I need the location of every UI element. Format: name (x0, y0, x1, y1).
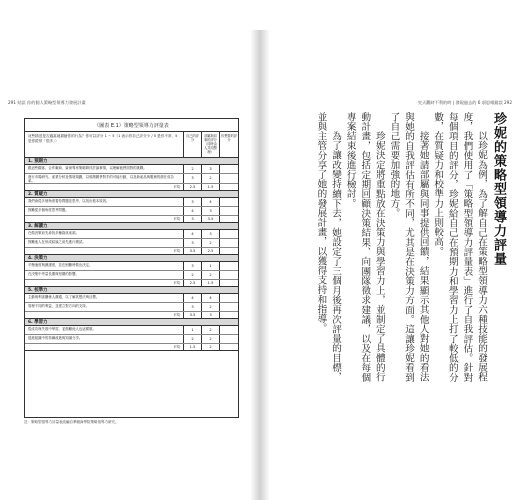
score-cell: 3 (202, 165, 220, 173)
row-text: 主動與利害關係人溝通，以了解其想法與目標。 (25, 294, 184, 302)
row-text: 平衡速度與嚴謹度，並在困難時做出決定。 (25, 262, 184, 270)
score-cell (220, 326, 238, 334)
average-label: 平均 (25, 184, 184, 190)
score-cell: 3 (184, 198, 202, 206)
gutter-shadow (250, 30, 270, 500)
average-row (25, 216, 238, 222)
score-cell: 4 (202, 294, 220, 302)
table-row (25, 335, 238, 344)
section-heading: 1. 預期力 (25, 158, 238, 165)
table-row (25, 207, 238, 216)
score-cell (220, 239, 238, 247)
score-cell: 3 (202, 207, 220, 215)
table-row (25, 294, 238, 303)
average-row (25, 184, 238, 190)
average-cell: 2.5 (202, 248, 220, 254)
right-running-header: 究天觀時不利的時 | 發現過去的 6 項思維錯誤 292 (417, 100, 512, 105)
table-section (25, 158, 238, 191)
table-row (25, 239, 238, 248)
score-cell: 3 (202, 230, 220, 238)
average-label: 平均 (25, 248, 184, 254)
score-cell: 3 (184, 174, 202, 183)
score-cell (220, 271, 238, 279)
average-row (25, 248, 238, 254)
row-text: 我們會從多個角度看待問題並思考，以找出根本原因。 (25, 198, 184, 206)
score-cell (220, 198, 238, 206)
average-row (25, 344, 238, 350)
header-question: 這些描述是否適當地描繪你的行為？你可以評分 1 ~ 5（1 表示你自己評分少 / 5 是你不常，5 是你經常「很多」） (25, 132, 184, 157)
score-cell (220, 294, 238, 302)
average-cell (220, 344, 238, 350)
score-cell: 2 (202, 271, 220, 279)
section-heading: 3. 解讀力 (25, 223, 238, 230)
score-cell: 1 (202, 262, 220, 270)
table-footnote: 註：策略型領導力評量表改編自華頓商學院策略領導力研究。 (24, 420, 119, 424)
average-row (25, 280, 238, 286)
section-heading: 5. 校準力 (25, 287, 238, 294)
header-self-score: 自己的評分 (184, 132, 202, 157)
table-row (25, 326, 238, 335)
table-section (25, 191, 238, 223)
row-text: 進行市場研究、產業分析及情境規劃，以預測競爭對手的可能行動，以及新產品與服務的潛在成功率。 (25, 174, 184, 183)
average-row (25, 312, 238, 318)
average-cell: 1.5 (202, 280, 220, 286)
paragraph: 以珍妮為例，為了解自己在策略型領導力六種技能的發展程度，我們使用了「策略型領導力評量表」進行了自我評估。針對每個項目的評分，珍妮給自己在預期力和學習力上打了較低的分數，在質疑力和校準力上則較高。 (432, 112, 487, 382)
score-cell (220, 174, 238, 183)
row-text: 鼓勵他人在形成結論之前先進行測試。 (25, 239, 184, 247)
average-label: 平均 (25, 280, 184, 286)
score-cell (220, 165, 238, 173)
row-text: 在決策中考量長期與短期的影響。 (25, 271, 184, 279)
average-cell: 3.5 (184, 248, 202, 254)
table-sections (25, 158, 238, 351)
table-section (25, 255, 238, 287)
row-text: 鼓勵從多個角度思考問題。 (25, 207, 184, 215)
average-cell: 1.5 (202, 184, 220, 190)
score-cell: 1 (184, 326, 202, 334)
score-cell: 3 (184, 303, 202, 311)
table-row (25, 230, 238, 239)
score-cell: 2 (184, 165, 202, 173)
left-running-header: 291 結語 你的個人策略型領導力發展計畫 (8, 100, 86, 105)
average-cell (220, 312, 238, 318)
score-cell: 2 (202, 174, 220, 183)
score-cell (220, 335, 238, 343)
table-row (25, 262, 238, 271)
average-cell: 2 (202, 344, 220, 350)
row-text: 跟這些顧客、合作廠商、資深專家策略夥伴討論事情，以理解他們面對的挑戰。 (25, 165, 184, 173)
average-cell (220, 184, 238, 190)
average-cell: 2.5 (184, 184, 202, 190)
average-label: 平均 (25, 216, 184, 222)
assessment-table (24, 118, 239, 418)
score-cell: 4 (202, 198, 220, 206)
table-row (25, 174, 238, 184)
paragraph: 珍妮決定將重點放在決策力與學習力上，並制定了具體的行動計畫，包括定期回顧決策結果、向團隊徵求建議，以及在每個專案結束後進行檢討。 (344, 112, 385, 382)
average-cell: 2.5 (184, 280, 202, 286)
score-cell (220, 303, 238, 311)
row-text: 管理不同的利益，並建立對方向的支持。 (25, 303, 184, 311)
row-text: 促進組織中的持續改進與知識分享。 (25, 335, 184, 343)
header-target-score: 你想要的評分 (221, 134, 237, 142)
table-row (25, 303, 238, 312)
score-cell: 2 (202, 326, 220, 334)
score-cell (220, 207, 238, 215)
section-heading: 2. 質疑力 (25, 191, 238, 198)
row-text: 從成功與失敗中學習，並鼓勵他人也這樣做。 (25, 326, 184, 334)
score-cell: 2 (202, 303, 220, 311)
score-cell: 2 (202, 335, 220, 343)
average-cell: 3 (184, 216, 202, 222)
average-cell: 3.5 (202, 216, 220, 222)
paragraph: 接著她請部屬與同事提供回饋，結果顯示其他人對她的看法與她的自我評估有所不同，尤其是在決策力方面。這讓珍妮看到了自己需要加強的地方。 (388, 112, 429, 382)
table-caption: （圖表 E.1）策略型領導力評量表 (25, 119, 238, 132)
section-heading: 4. 決策力 (25, 255, 238, 262)
table-section (25, 319, 238, 351)
section-heading: 6. 學習力 (25, 319, 238, 326)
score-cell: 4 (184, 294, 202, 302)
score-cell: 4 (184, 207, 202, 215)
score-cell (220, 230, 238, 238)
average-cell (220, 216, 238, 222)
table-row (25, 271, 238, 280)
table-header-row (25, 132, 238, 158)
average-cell: 1.5 (184, 344, 202, 350)
score-cell: 3 (184, 262, 202, 270)
score-cell: 2 (184, 271, 202, 279)
score-cell: 3 (184, 239, 202, 247)
table-section (25, 287, 238, 319)
table-row (25, 165, 238, 174)
average-label: 平均 (25, 344, 184, 350)
table-section (25, 223, 238, 255)
average-cell (220, 280, 238, 286)
score-cell: 4 (184, 230, 202, 238)
score-cell: 2 (202, 239, 220, 247)
table-row (25, 198, 238, 207)
section-title: 珍妮的策略型領導力評量 (491, 112, 506, 266)
row-text: 在做決策前先尋找多種資訊來源。 (25, 230, 184, 238)
average-cell (220, 248, 238, 254)
score-cell: 2 (184, 335, 202, 343)
score-cell (220, 262, 238, 270)
average-label: 平均 (25, 312, 184, 318)
header-peer-score: 部屬與同事的評分（同時由人共同整理） (202, 132, 220, 157)
average-cell: 3.5 (184, 312, 202, 318)
paragraph: 為了讓改變持續下去，她設定了三個月後再次評量的目標，並與主管分享了她的發展計畫，以獲得支持和指導。 (315, 112, 342, 382)
right-page (272, 112, 508, 382)
body-text (313, 112, 488, 382)
average-cell: 3 (202, 312, 220, 318)
